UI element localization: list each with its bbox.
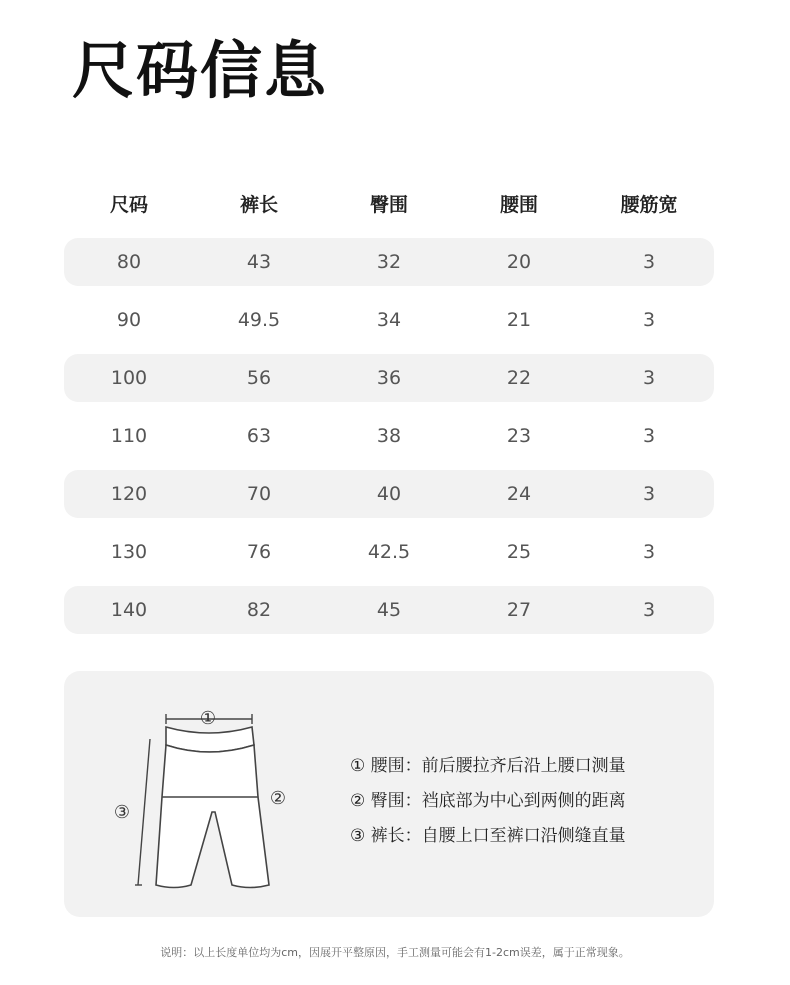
- cell-waistband: 3: [642, 425, 656, 447]
- cell-size: 110: [110, 425, 148, 447]
- header-size: 尺码: [109, 193, 148, 216]
- pants-measurement-illustration: [104, 687, 304, 907]
- cell-length: 56: [246, 367, 272, 389]
- cell-waistband: 3: [642, 309, 656, 331]
- table-row: [64, 354, 714, 402]
- cell-waistband: 3: [642, 541, 656, 563]
- table-header: [64, 178, 714, 228]
- cell-hip: 42.5: [367, 541, 411, 563]
- note-waist: ① 腰围：前后腰拉齐后沿上腰口测量: [350, 756, 626, 776]
- cell-waist: 25: [506, 541, 532, 563]
- cell-length: 49.5: [237, 309, 281, 331]
- pants-shape: [156, 745, 269, 888]
- cell-waist: 27: [506, 599, 532, 621]
- footnote: 说明：以上长度单位均为cm，因展开平整原因，手工测量可能会有1-2cm误差，属于正常现象。: [160, 946, 630, 959]
- cell-waist: 24: [506, 483, 532, 505]
- cell-waist: 21: [506, 309, 532, 331]
- cell-hip: 34: [376, 309, 402, 331]
- cell-hip: 36: [376, 367, 402, 389]
- cell-size: 90: [116, 309, 142, 331]
- cell-size: 130: [110, 541, 148, 563]
- cell-waist: 20: [506, 251, 532, 273]
- header-length: 裤长: [239, 193, 278, 216]
- cell-waistband: 3: [642, 483, 656, 505]
- table-row: [64, 238, 714, 286]
- table-row: [64, 296, 714, 344]
- note-length: ③ 裤长：自腰上口至裤口沿侧缝直量: [350, 826, 626, 846]
- table-row: [64, 528, 714, 576]
- measurement-guide: [64, 671, 714, 917]
- header-waistband-width: 腰筋宽: [620, 193, 678, 216]
- cell-waistband: 3: [642, 367, 656, 389]
- note-hip: ② 臀围：裆底部为中心到两侧的距离: [350, 791, 626, 811]
- cell-hip: 32: [376, 251, 402, 273]
- table-row: [64, 412, 714, 460]
- header-waist: 腰围: [499, 193, 538, 216]
- cell-waist: 23: [506, 425, 532, 447]
- cell-hip: 38: [376, 425, 402, 447]
- cell-length: 82: [246, 599, 272, 621]
- table-row: [64, 470, 714, 518]
- cell-size: 100: [110, 367, 148, 389]
- cell-length: 63: [246, 425, 272, 447]
- cell-waistband: 3: [642, 251, 656, 273]
- marker-hip: ②: [269, 788, 287, 809]
- cell-waistband: 3: [642, 599, 656, 621]
- cell-hip: 40: [376, 483, 402, 505]
- page-title: 尺码信息: [72, 34, 329, 107]
- header-hip: 臀围: [369, 193, 408, 216]
- cell-length: 76: [246, 541, 272, 563]
- measurement-notes: [350, 749, 626, 854]
- cell-length: 43: [246, 251, 272, 273]
- size-table: [64, 178, 714, 634]
- cell-size: 120: [110, 483, 148, 505]
- marker-length: ③: [113, 802, 131, 823]
- cell-waist: 22: [506, 367, 532, 389]
- cell-size: 80: [116, 251, 142, 273]
- cell-size: 140: [110, 599, 148, 621]
- table-row: [64, 586, 714, 634]
- marker-waist: ①: [199, 708, 217, 729]
- cell-hip: 45: [376, 599, 402, 621]
- cell-length: 70: [246, 483, 272, 505]
